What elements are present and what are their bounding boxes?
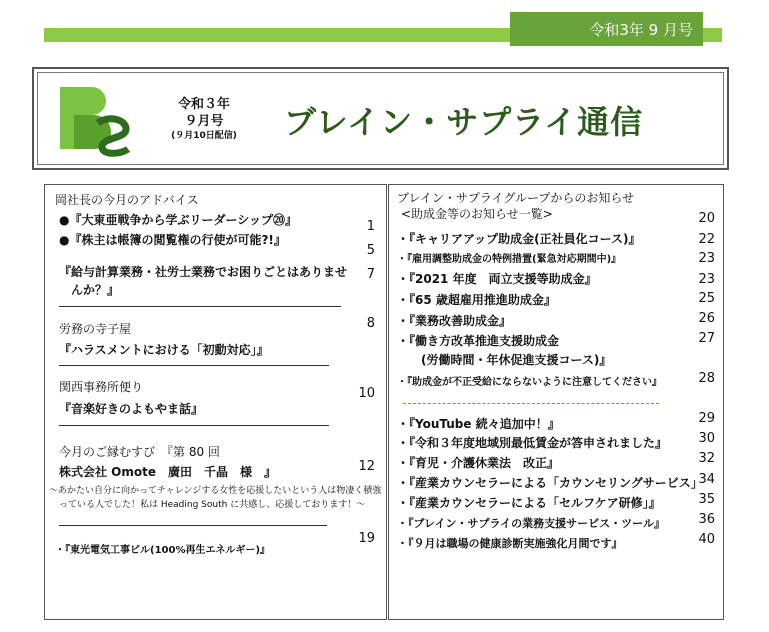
divider bbox=[59, 365, 329, 366]
issue-month: ９月号 bbox=[184, 114, 224, 129]
page-num: 5 bbox=[366, 243, 375, 258]
page-num: 34 bbox=[698, 472, 715, 487]
toc-link-work-life-balance[interactable]: ・『2021 年度 両立支援等助成金』 bbox=[397, 272, 597, 286]
page-num: 26 bbox=[698, 311, 715, 326]
page-num: 19 bbox=[358, 531, 375, 546]
toc-link-youtube[interactable]: ・『YouTube 続々追加中！』 bbox=[397, 417, 560, 431]
toc-link-payroll-line1[interactable]: 『給与計算業務・社労士業務でお困りごとはありませ bbox=[59, 265, 348, 279]
page-num: 25 bbox=[698, 291, 715, 306]
page-num: 30 bbox=[698, 431, 715, 446]
toc-link-shareholder[interactable]: ●『株主は帳簿の閲覧権の行使が可能?!』 bbox=[59, 233, 286, 247]
toc-link-leadership[interactable]: ●『大東亜戦争から学ぶリーダーシップ⑳』 bbox=[59, 213, 297, 227]
page-num: 36 bbox=[698, 512, 715, 527]
page-num: 20 bbox=[698, 211, 715, 226]
masthead bbox=[32, 67, 729, 170]
sec5-note-line1: ～あかたい自分に向かってチャレンジする女性を応援したいという人は物凄く積強 bbox=[49, 486, 382, 496]
toc-link-payroll-line2[interactable]: んか？』 bbox=[71, 283, 120, 297]
page-num: 27 bbox=[698, 331, 715, 346]
toc-link-minimum-wage[interactable]: ・『令和３年度地域別最低賃金が答申されました』 bbox=[397, 436, 668, 450]
toc-link-counseling[interactable]: ・『産業カウンセラーによる「カウンセリングサービス」 bbox=[397, 476, 703, 490]
page-num: 7 bbox=[366, 267, 375, 282]
toc-link-career-up[interactable]: ・『キャリアアップ助成金(正社員化コース)』 bbox=[397, 232, 641, 246]
issue-tab bbox=[510, 12, 703, 46]
sec3-heading: 労務の寺子屋 bbox=[59, 322, 132, 336]
page-num: 23 bbox=[698, 251, 715, 266]
page-num: 23 bbox=[698, 272, 715, 287]
page-num: 10 bbox=[358, 386, 375, 401]
toc-link-support-services[interactable]: ・『ブレイン・サプライの業務支援サービス・ツール』 bbox=[397, 517, 665, 530]
issue-tab-label: 令和3年 9 月号 bbox=[589, 20, 693, 39]
page-num: 1 bbox=[366, 219, 375, 234]
toc-left-panel bbox=[44, 184, 387, 620]
sec5-note-line2: っている人でした！私は Heading South に共感し、応援しております！～ bbox=[59, 500, 366, 510]
toc-link-over65[interactable]: ・『65 歳超雇用推進助成金』 bbox=[397, 293, 556, 307]
page-num: 28 bbox=[698, 371, 715, 386]
issue-date: (９月10日配信) bbox=[171, 131, 237, 141]
sec5-heading: 今月のご縁むすび 『第 80 回 bbox=[59, 445, 220, 459]
toc-link-toko[interactable]: ・『東光電気工事ビル(100%再生エネルギー)』 bbox=[55, 545, 271, 556]
sec4-heading: 関西事務所便り bbox=[59, 380, 144, 394]
page-num: 40 bbox=[698, 532, 715, 547]
dashed-divider bbox=[403, 403, 659, 404]
toc-link-employment-adjust[interactable]: ・『雇用調整助成金の特例措置(緊急対応期間中)』 bbox=[397, 254, 622, 265]
divider bbox=[59, 306, 341, 307]
page-num: 32 bbox=[698, 451, 715, 466]
page-num: 12 bbox=[358, 459, 375, 474]
issue-info bbox=[164, 96, 244, 143]
page-num: 22 bbox=[698, 232, 715, 247]
toc-link-music[interactable]: 『音楽好きのよもやま話』 bbox=[59, 402, 204, 416]
issue-year: 令和３年 bbox=[177, 97, 230, 112]
group-news-heading: ブレイン・サプライグループからのお知らせ bbox=[397, 191, 635, 205]
page-num: 29 bbox=[698, 411, 715, 426]
toc-link-childcare-law[interactable]: ・『育児・介護休業法 改正』 bbox=[397, 456, 560, 470]
divider bbox=[59, 425, 329, 426]
subsidy-subheading: <助成金等のお知らせ一覧> bbox=[401, 207, 553, 221]
toc-link-omote[interactable]: 株式会社 Omote 廣田 千晶 様 』 bbox=[59, 465, 277, 479]
toc-link-selfcare[interactable]: ・『産業カウンセラーによる「セルフケア研修」』 bbox=[397, 496, 661, 510]
bs-logo-icon bbox=[54, 79, 134, 161]
toc-link-work-reform[interactable]: ・『働き方改革推進支援助成金 bbox=[397, 334, 560, 348]
toc-link-work-reform-course[interactable]: (労働時間・年休促進支援コース)』 bbox=[421, 353, 612, 367]
toc-link-fraud-warning[interactable]: ・『助成金が不正受給にならないように注意してください』 bbox=[397, 377, 662, 388]
divider bbox=[59, 525, 327, 526]
toc-link-harassment[interactable]: 『ハラスメントにおける「初動対応」』 bbox=[59, 343, 269, 357]
page-num: 35 bbox=[698, 492, 715, 507]
page-num: 8 bbox=[366, 316, 375, 331]
toc-link-health-check[interactable]: ・『９月は職場の健康診断実施強化月間です』 bbox=[397, 537, 623, 550]
sec1-heading: 岡社長の今月のアドバイス bbox=[55, 193, 199, 207]
toc-link-business-improve[interactable]: ・『業務改善助成金』 bbox=[397, 314, 512, 328]
toc-right-panel bbox=[388, 184, 724, 620]
newsletter-title: ブレイン・サプライ通信 bbox=[284, 103, 644, 141]
